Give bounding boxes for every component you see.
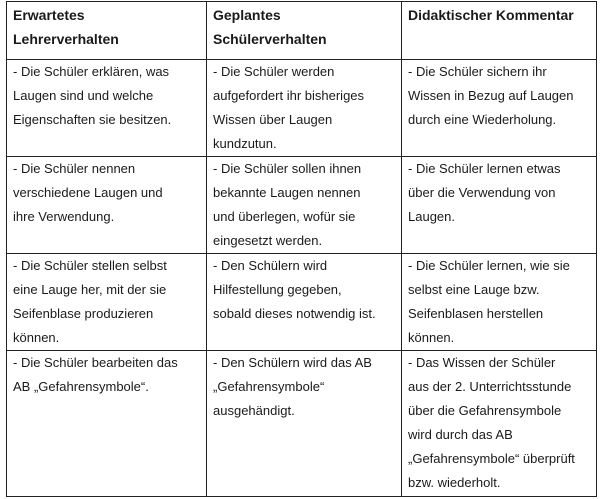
cell-line: bekannte Laugen nennen	[213, 185, 361, 200]
cell-didactic-comment	[402, 351, 597, 497]
cell-line: selbst eine Lauge bzw.	[408, 282, 540, 297]
table-row	[7, 254, 597, 351]
cell-student-behavior	[207, 254, 402, 351]
cell-line: - Das Wissen der Schüler	[408, 355, 556, 370]
cell-teacher-behavior	[7, 254, 207, 351]
table-header-row	[7, 2, 597, 60]
cell-line: bzw. wiederholt.	[408, 475, 501, 490]
header-line: Schülerverhalten	[213, 31, 327, 47]
cell-line: durch eine Wiederholung.	[408, 112, 557, 127]
cell-line: aus der 2. Unterrichtsstunde	[408, 379, 572, 394]
cell-line: und überlegen, wofür sie	[213, 209, 356, 224]
cell-line: Laugen sind und welche	[13, 88, 154, 103]
cell-line: AB „Gefahrensymbole“.	[13, 379, 149, 394]
cell-line: - Die Schüler sollen ihnen	[213, 161, 362, 176]
cell-line: Seifenblase produzieren	[13, 306, 154, 321]
cell-line: Hilfestellung gegeben,	[213, 282, 342, 297]
cell-line: - Die Schüler werden	[213, 64, 335, 79]
header-student-behavior	[207, 2, 402, 60]
cell-line: - Die Schüler stellen selbst	[13, 258, 167, 273]
cell-line: können.	[13, 330, 60, 345]
lesson-plan-table	[6, 1, 597, 497]
cell-line: Seifenblasen herstellen	[408, 306, 544, 321]
cell-line: eingesetzt werden.	[213, 233, 323, 248]
cell-didactic-comment	[402, 157, 597, 254]
cell-line: verschiedene Laugen und	[13, 185, 163, 200]
cell-line: sobald dieses notwendig ist.	[213, 306, 376, 321]
header-line: Lehrerverhalten	[13, 31, 119, 47]
header-didactic-comment	[402, 2, 597, 60]
cell-line: Wissen über Laugen	[213, 112, 333, 127]
cell-line: ausgehändigt.	[213, 403, 295, 418]
cell-teacher-behavior	[7, 60, 207, 157]
cell-line: - Die Schüler erklären, was	[13, 64, 170, 79]
cell-line: aufgefordert ihr bisheriges	[213, 88, 365, 103]
table-row	[7, 157, 597, 254]
cell-line: - Den Schülern wird	[213, 258, 328, 273]
cell-line: Laugen.	[408, 209, 455, 224]
cell-line: „Gefahrensymbole“	[213, 379, 325, 394]
cell-line: Wissen in Bezug auf Laugen	[408, 88, 574, 103]
cell-line: kundzutun.	[213, 136, 277, 151]
cell-teacher-behavior	[7, 157, 207, 254]
cell-student-behavior	[207, 157, 402, 254]
cell-teacher-behavior	[7, 351, 207, 497]
cell-line: ihre Verwendung.	[13, 209, 115, 224]
cell-line: - Die Schüler lernen etwas	[408, 161, 561, 176]
cell-line: - Den Schülern wird das AB	[213, 355, 372, 370]
header-teacher-behavior	[7, 2, 207, 60]
header-line: Geplantes	[213, 7, 281, 23]
cell-didactic-comment	[402, 254, 597, 351]
header-line: Erwartetes	[13, 7, 85, 23]
cell-line: - Die Schüler sichern ihr	[408, 64, 547, 79]
cell-line: über die Gefahrensymbole	[408, 403, 562, 418]
cell-line: - Die Schüler bearbeiten das	[13, 355, 178, 370]
cell-line: - Die Schüler lernen, wie sie	[408, 258, 570, 273]
cell-line: „Gefahrensymbole“ überprüft	[408, 451, 575, 466]
cell-line: - Die Schüler nennen	[13, 161, 136, 176]
cell-line: Eigenschaften sie besitzen.	[13, 112, 172, 127]
cell-line: wird durch das AB	[408, 427, 513, 442]
header-line: Didaktischer Kommentar	[408, 7, 574, 23]
cell-line: über die Verwendung von	[408, 185, 556, 200]
cell-student-behavior	[207, 351, 402, 497]
cell-line: eine Lauge her, mit der sie	[13, 282, 167, 297]
table-row	[7, 351, 597, 497]
cell-line: können.	[408, 330, 455, 345]
cell-student-behavior	[207, 60, 402, 157]
cell-didactic-comment	[402, 60, 597, 157]
table-row	[7, 60, 597, 157]
